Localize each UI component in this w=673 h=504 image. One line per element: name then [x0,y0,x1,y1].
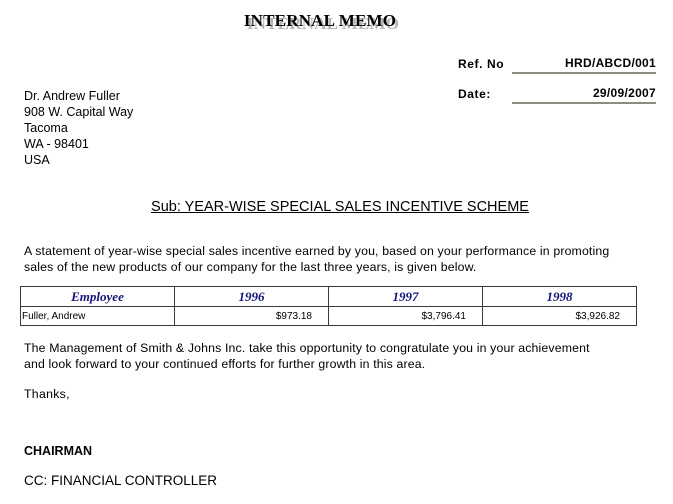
cell-1997: $3,796.41 [329,307,483,326]
cc-line: CC: FINANCIAL CONTROLLER [24,473,218,488]
cell-1996: $973.18 [175,307,329,326]
column-header-1998: 1998 [483,287,637,307]
intro-line-2: sales of the new products of our company for the last three years, is given below. [24,260,477,274]
recipient-address [24,88,133,168]
date-label: Date: [458,87,492,101]
recipient-street: 908 W. Capital Way [24,105,134,119]
recipient-city: Tacoma [24,121,68,135]
table-header-row [21,287,637,307]
table-row [21,307,637,326]
signatory: CHAIRMAN [24,444,93,458]
memo-subject: Sub: YEAR-WISE SPECIAL SALES INCENTIVE SCHEME [151,199,529,215]
intro-paragraph [24,243,664,275]
column-header-employee: Employee [21,287,175,307]
recipient-country: USA [24,153,50,167]
closing-paragraph [24,340,664,372]
recipient-region-zip: WA - 98401 [24,137,89,151]
closing-line-2: and look forward to your continued efforts for further growth in this area. [24,357,426,371]
date-value: 29/09/2007 [512,86,656,104]
intro-line-1: A statement of year-wise special sales incentive earned by you, based on your performance in promoting [24,244,610,258]
thanks-text: Thanks, [24,387,70,401]
incentive-table [20,286,637,326]
cell-1998: $3,926.82 [483,307,637,326]
closing-line-1: The Management of Smith & Johns Inc. take this opportunity to congratulate you in your achievement [24,341,590,355]
column-header-1997: 1997 [329,287,483,307]
ref-no-label: Ref. No [458,57,505,71]
memo-title: INTERNAL MEMO [243,11,397,30]
ref-no-value: HRD/ABCD/001 [512,56,656,74]
cell-employee: Fuller, Andrew [21,307,175,326]
column-header-1996: 1996 [175,287,329,307]
recipient-name: Dr. Andrew Fuller [24,89,120,103]
